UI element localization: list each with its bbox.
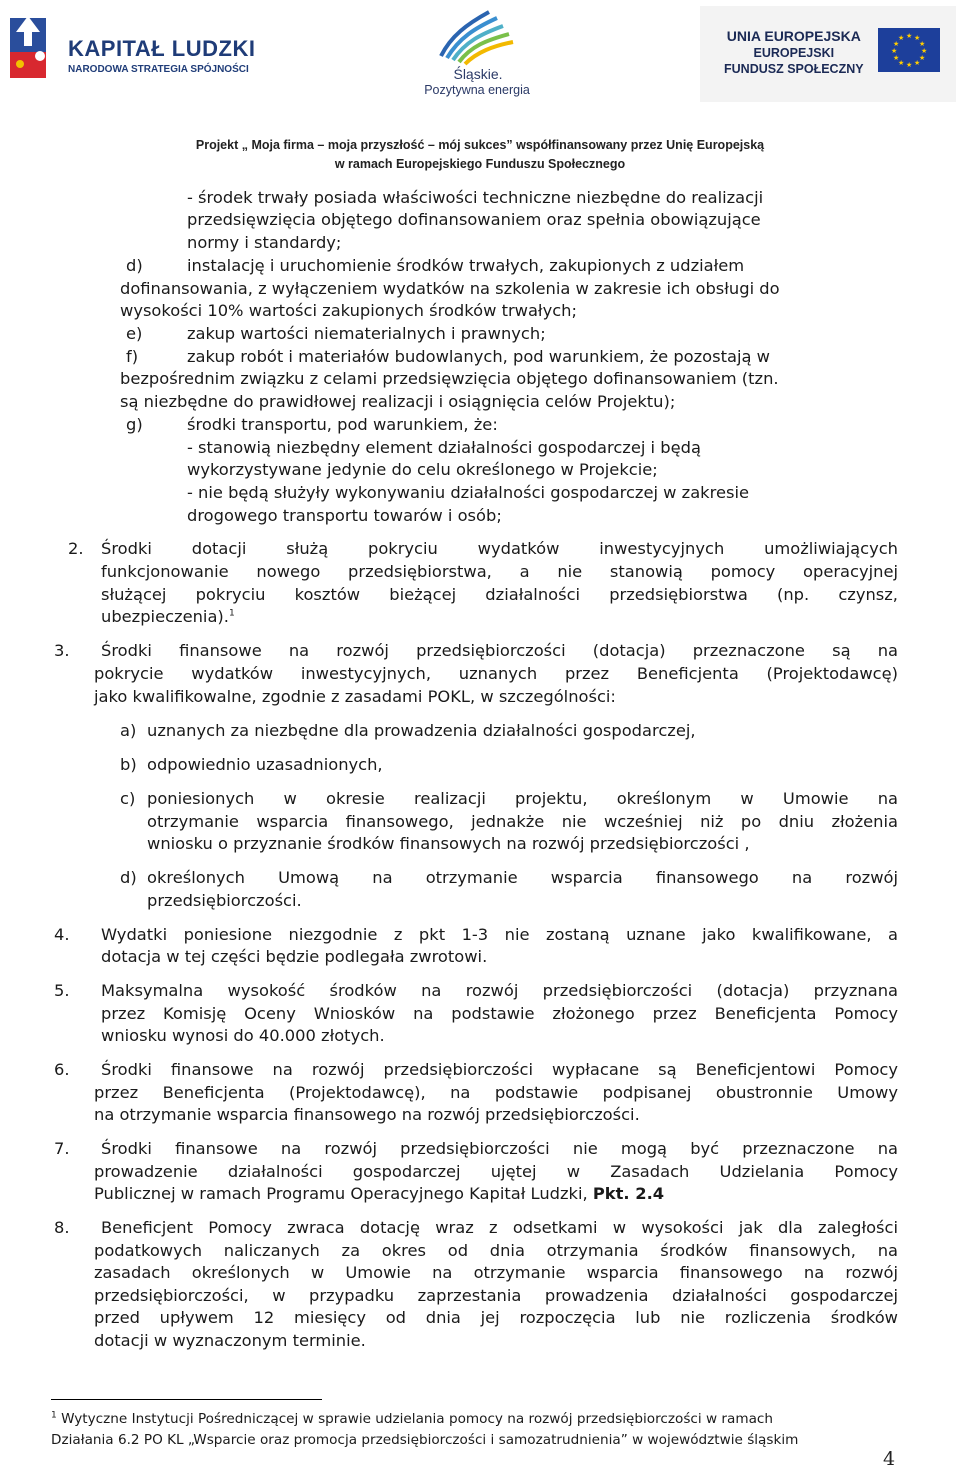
text-line: zakup wartości niematerialnych i prawnych;: [187, 324, 546, 343]
svg-text:★: ★: [893, 54, 900, 62]
svg-text:★: ★: [919, 40, 926, 48]
list-marker: g): [126, 415, 143, 434]
text-line: wysokości 10% wartości zakupionych środków trwałych;: [120, 301, 577, 320]
kapital-ludzki-title: KAPITAŁ LUDZKI: [68, 36, 256, 61]
text-line: Środki dotacji służą pokryciu wydatków inwestycyjnych umożliwiających: [101, 539, 898, 558]
text-line: środki transportu, pod warunkiem, że:: [187, 415, 498, 434]
bold-reference: Pkt. 2.4: [592, 1184, 665, 1203]
page-number: 4: [883, 1448, 896, 1470]
text-line: - stanowią niezbędny element działalności gospodarczej i będą: [187, 438, 701, 457]
text-line: Środki finansowe na rozwój przedsiębiorczości wypłacane są Beneficjentowi Pomocy: [101, 1060, 898, 1079]
text-line: przedsiębiorczości, w przypadku zaprzestania prowadzenia działalności gospodarczej: [94, 1286, 898, 1305]
svg-text:★: ★: [893, 40, 900, 48]
eu-line-2: EUROPEJSKI: [753, 46, 835, 60]
eu-logo: [700, 6, 956, 102]
paragraph-number: 4.: [54, 925, 70, 944]
text-line: dofinansowania, z wyłączeniem wydatków na szkolenia w zakresie ich obsługi do: [120, 279, 780, 298]
text-line: [101, 606, 235, 628]
text-line: bezpośrednim związku z celami przedsięwzięcia objętego dofinansowaniem (tzn.: [120, 369, 779, 388]
text-line: odpowiednio uzasadnionych,: [147, 755, 383, 774]
kapital-ludzki-subtitle: NARODOWA STRATEGIA SPÓJNOŚCI: [68, 64, 249, 75]
footnote-reference: 1: [228, 608, 235, 619]
text-line: wniosku o przyznanie środków finansowych na rozwój przedsiębiorczości ,: [147, 834, 750, 853]
svg-text:★: ★: [906, 61, 913, 69]
text-line: uznanych za niezbędne dla prowadzenia działalności gospodarczej,: [147, 721, 696, 740]
text-line: Środki finansowe na rozwój przedsiębiorczości nie mogą być przeznaczone na: [101, 1139, 898, 1158]
text-line: wykorzystywane jedynie do celu określonego w Projekcie;: [187, 460, 658, 479]
text-line: podatkowych naliczanych za okres od dnia otrzymania środków finansowych, na: [94, 1241, 898, 1260]
text-line: prowadzenie działalności gospodarczej ujętej w Zasadach Udzielania Pomocy: [94, 1162, 898, 1181]
project-line-2: w ramach Europejskiego Funduszu Społecznego: [334, 157, 626, 171]
text-line: dotacji w wyznaczonym terminie.: [94, 1331, 366, 1350]
eu-line-1: UNIA EUROPEJSKA: [726, 28, 861, 44]
text-line: przez Komisję Oceny Wniosków na podstawie złożonego przez Beneficjenta Pomocy: [101, 1004, 898, 1023]
text-line: zasadach określonych w Umowie na otrzymanie wsparcia finansowego na rozwój: [94, 1263, 898, 1282]
kapital-ludzki-logo: [6, 12, 256, 90]
text-line: normy i standardy;: [187, 233, 342, 252]
slaskie-tagline: Pozytywna energia: [424, 83, 530, 97]
svg-text:★: ★: [914, 59, 921, 67]
list-marker: e): [126, 324, 143, 343]
text-line: przedsięwzięcia objętego dofinansowaniem oraz spełnia obowiązujące: [187, 210, 761, 229]
text-line: na otrzymanie wsparcia finansowego na rozwój przedsiębiorczości.: [94, 1105, 640, 1124]
list-marker: b): [120, 755, 137, 774]
footnote-line-2: Działania 6.2 PO KL „Wsparcie oraz promocja przedsiębiorczości i samozatrudnienia” w województwie śląskim: [51, 1432, 799, 1448]
text-line: dotacja w tej części będzie podlegała zwrotowi.: [101, 947, 488, 966]
text-line: wniosku wynosi do 40.000 złotych.: [101, 1026, 385, 1045]
text-line: określonych Umową na otrzymanie wsparcia finansowego na rozwój: [147, 868, 898, 887]
text-line: Beneficjent Pomocy zwraca dotację wraz z odsetkami w wysokości jak dla zaległości: [101, 1218, 898, 1237]
kapital-ludzki-emblem-icon: [6, 12, 62, 82]
paragraph-number: 7.: [54, 1139, 70, 1158]
svg-text:★: ★: [906, 32, 913, 40]
footnote-text: [51, 1410, 773, 1429]
paragraph-number: 3.: [54, 641, 70, 660]
text-span: ubezpieczenia).: [101, 607, 229, 626]
footnote-separator: [51, 1399, 322, 1400]
svg-text:★: ★: [914, 34, 921, 42]
text-line: są niezbędne do prawidłowej realizacji i osiągnięcia celów Projektu);: [120, 392, 676, 411]
text-line: Wydatki poniesione niezgodnie z pkt 1-3 nie zostaną uznane jako kwalifikowane, a: [101, 925, 898, 944]
text-line: jako kwalifikowalne, zgodnie z zasadami POKL, w szczególności:: [94, 687, 616, 706]
slaskie-logo: [405, 6, 545, 100]
eu-line-3: FUNDUSZ SPOŁECZNY: [724, 62, 864, 76]
slaskie-waves-icon: [405, 6, 545, 66]
text-line: otrzymanie wsparcia finansowego, jednakże nie wcześniej niż po dniu złożenia: [147, 812, 898, 831]
text-line: przez Beneficjenta (Projektodawcę), na podstawie podpisanej obustronnie Umowy: [94, 1083, 898, 1102]
svg-text:★: ★: [898, 59, 905, 67]
svg-text:★: ★: [898, 34, 905, 42]
list-marker: f): [126, 347, 139, 366]
project-line-1: Projekt „ Moja firma – moja przyszłość – mój sukces” współfinansowany przez Unię Europejską: [195, 138, 765, 152]
list-marker: a): [120, 721, 137, 740]
text-line: przed upływem 12 miesięcy od dnia jej rozpoczęcia lub nie rozliczenia środków: [94, 1308, 898, 1327]
text-span: Publicznej w ramach Programu Operacyjnego Kapitał Ludzki,: [94, 1184, 588, 1203]
text-line: - środek trwały posiada właściwości techniczne niezbędne do realizacji: [187, 188, 764, 207]
text-line: przedsiębiorczości.: [147, 891, 302, 910]
paragraph-number: 2.: [68, 539, 84, 558]
list-marker: d): [120, 868, 137, 887]
text-line: instalację i uruchomienie środków trwałych, zakupionych z udziałem: [187, 256, 745, 275]
footnote-line-1: Wytyczne Instytucji Pośredniczącej w sprawie udzielania pomocy na rozwój przedsiębiorczości w ramach: [61, 1411, 774, 1427]
text-line: [94, 1183, 664, 1205]
slaskie-name: Śląskie.: [453, 66, 503, 82]
text-line: Maksymalna wysokość środków na rozwój przedsiębiorczości (dotacja) przyznana: [101, 981, 898, 1000]
paragraph-number: 8.: [54, 1218, 70, 1237]
text-line: służącej pokryciu kosztów bieżącej działalności przedsiębiorstwa (np. czynsz,: [101, 585, 898, 604]
text-line: - nie będą służyły wykonywaniu działalności gospodarczej w zakresie: [187, 483, 749, 502]
text-line: drogowego transportu towarów i osób;: [187, 506, 502, 525]
svg-text:★: ★: [921, 47, 928, 55]
svg-text:★: ★: [891, 47, 898, 55]
text-line: pokrycie wydatków inwestycyjnych, uznanych przez Beneficjenta (Projektodawcę): [94, 664, 898, 683]
eu-flag-icon: [878, 28, 940, 72]
text-line: funkcjonowanie nowego przedsiębiorstwa, a nie stanowią pomocy operacyjnej: [101, 562, 898, 581]
paragraph-number: 5.: [54, 981, 70, 1000]
svg-text:★: ★: [919, 54, 926, 62]
list-marker: d): [126, 256, 143, 275]
list-marker: c): [120, 789, 136, 808]
paragraph-number: 6.: [54, 1060, 70, 1079]
footnote-mark: 1: [51, 1410, 57, 1421]
eu-text-block: [724, 28, 864, 76]
text-line: Środki finansowe na rozwój przedsiębiorczości (dotacja) przeznaczone są na: [101, 641, 898, 660]
text-line: zakup robót i materiałów budowlanych, pod warunkiem, że pozostają w: [187, 347, 770, 366]
text-line: poniesionych w okresie realizacji projektu, określonym w Umowie na: [147, 789, 898, 808]
